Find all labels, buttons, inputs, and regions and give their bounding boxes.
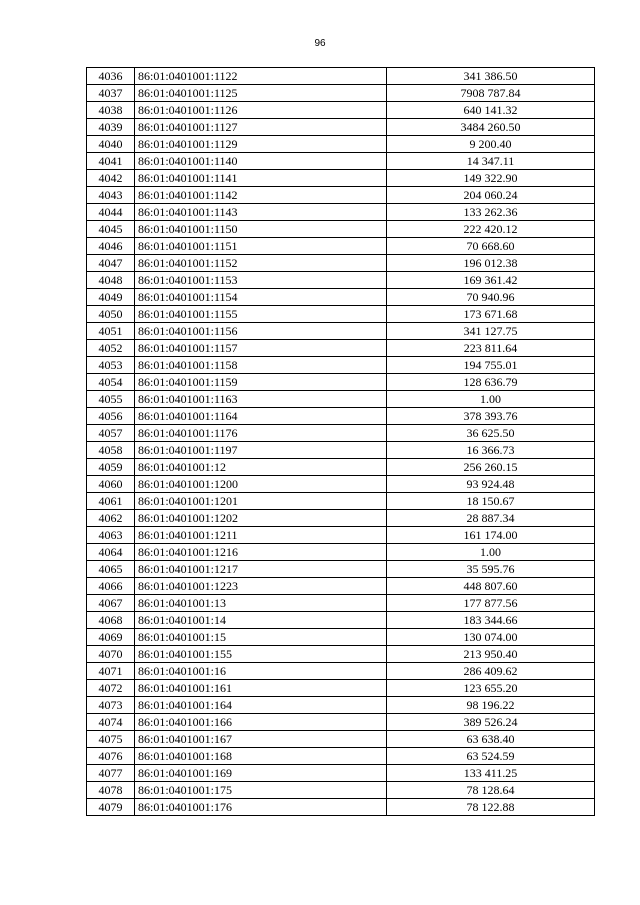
cadastral-value: 640 141.32: [387, 102, 595, 119]
cadastral-number: 86:01:0401001:1150: [135, 221, 387, 238]
table-row: [87, 374, 595, 391]
cadastral-value: 128 636.79: [387, 374, 595, 391]
cadastral-number: 86:01:0401001:1157: [135, 340, 387, 357]
cadastral-number: 86:01:0401001:1158: [135, 357, 387, 374]
table-row: [87, 680, 595, 697]
table-row: [87, 731, 595, 748]
cadastral-number: 86:01:0401001:1129: [135, 136, 387, 153]
table-row: [87, 340, 595, 357]
cadastral-number: 86:01:0401001:1216: [135, 544, 387, 561]
row-number: 4075: [87, 731, 135, 748]
table-row: [87, 323, 595, 340]
cadastral-value: 7908 787.84: [387, 85, 595, 102]
cadastral-value: 389 526.24: [387, 714, 595, 731]
cadastral-number: 86:01:0401001:1142: [135, 187, 387, 204]
row-number: 4067: [87, 595, 135, 612]
cadastral-value: 177 877.56: [387, 595, 595, 612]
cadastral-number: 86:01:0401001:1156: [135, 323, 387, 340]
table-row: [87, 306, 595, 323]
cadastral-value: 16 366.73: [387, 442, 595, 459]
cadastral-value: 286 409.62: [387, 663, 595, 680]
cadastral-number: 86:01:0401001:1159: [135, 374, 387, 391]
cadastral-number: 86:01:0401001:1125: [135, 85, 387, 102]
cadastral-value: 222 420.12: [387, 221, 595, 238]
cadastral-number: 86:01:0401001:1164: [135, 408, 387, 425]
table-row: [87, 221, 595, 238]
cadastral-number: 86:01:0401001:1197: [135, 442, 387, 459]
row-number: 4057: [87, 425, 135, 442]
row-number: 4036: [87, 68, 135, 85]
cadastral-value: 70 940.96: [387, 289, 595, 306]
cadastral-number: 86:01:0401001:12: [135, 459, 387, 476]
cadastral-value: 133 411.25: [387, 765, 595, 782]
cadastral-number: 86:01:0401001:14: [135, 612, 387, 629]
row-number: 4045: [87, 221, 135, 238]
cadastral-value: 204 060.24: [387, 187, 595, 204]
cadastral-number: 86:01:0401001:13: [135, 595, 387, 612]
row-number: 4054: [87, 374, 135, 391]
table-row: [87, 629, 595, 646]
row-number: 4063: [87, 527, 135, 544]
cadastral-value: 169 361.42: [387, 272, 595, 289]
cadastral-value: 223 811.64: [387, 340, 595, 357]
cadastral-number: 86:01:0401001:1153: [135, 272, 387, 289]
table-row: [87, 153, 595, 170]
cadastral-number: 86:01:0401001:1155: [135, 306, 387, 323]
cadastral-number: 86:01:0401001:1127: [135, 119, 387, 136]
row-number: 4069: [87, 629, 135, 646]
row-number: 4043: [87, 187, 135, 204]
cadastral-value: 18 150.67: [387, 493, 595, 510]
row-number: 4078: [87, 782, 135, 799]
cadastral-value: 341 386.50: [387, 68, 595, 85]
cadastral-number: 86:01:0401001:161: [135, 680, 387, 697]
table-row: [87, 612, 595, 629]
cadastral-number: 86:01:0401001:1143: [135, 204, 387, 221]
cadastral-value: 194 755.01: [387, 357, 595, 374]
table-row: [87, 510, 595, 527]
cadastral-number: 86:01:0401001:16: [135, 663, 387, 680]
table-row: [87, 119, 595, 136]
cadastral-number: 86:01:0401001:1140: [135, 153, 387, 170]
table-row: [87, 595, 595, 612]
row-number: 4071: [87, 663, 135, 680]
cadastral-value: 28 887.34: [387, 510, 595, 527]
table-row: [87, 799, 595, 816]
cadastral-number: 86:01:0401001:1151: [135, 238, 387, 255]
cadastral-value: 213 950.40: [387, 646, 595, 663]
cadastral-value: 63 638.40: [387, 731, 595, 748]
cadastral-value: 196 012.38: [387, 255, 595, 272]
cadastral-number: 86:01:0401001:164: [135, 697, 387, 714]
row-number: 4050: [87, 306, 135, 323]
row-number: 4079: [87, 799, 135, 816]
table-row: [87, 238, 595, 255]
cadastral-value: 3484 260.50: [387, 119, 595, 136]
cadastral-number: 86:01:0401001:1154: [135, 289, 387, 306]
cadastral-value: 173 671.68: [387, 306, 595, 323]
row-number: 4037: [87, 85, 135, 102]
cadastral-value: 133 262.36: [387, 204, 595, 221]
table-row: [87, 459, 595, 476]
row-number: 4053: [87, 357, 135, 374]
table-row: [87, 578, 595, 595]
cadastral-number: 86:01:0401001:1223: [135, 578, 387, 595]
cadastral-number: 86:01:0401001:168: [135, 748, 387, 765]
cadastral-number: 86:01:0401001:176: [135, 799, 387, 816]
row-number: 4055: [87, 391, 135, 408]
table-row: [87, 714, 595, 731]
cadastral-value: 9 200.40: [387, 136, 595, 153]
row-number: 4076: [87, 748, 135, 765]
row-number: 4061: [87, 493, 135, 510]
table-row: [87, 493, 595, 510]
table-row: [87, 170, 595, 187]
table-row: [87, 357, 595, 374]
row-number: 4066: [87, 578, 135, 595]
row-number: 4038: [87, 102, 135, 119]
row-number: 4062: [87, 510, 135, 527]
cadastral-number: 86:01:0401001:1141: [135, 170, 387, 187]
row-number: 4039: [87, 119, 135, 136]
row-number: 4070: [87, 646, 135, 663]
cadastral-number: 86:01:0401001:169: [135, 765, 387, 782]
cadastral-value: 70 668.60: [387, 238, 595, 255]
cadastral-value: 183 344.66: [387, 612, 595, 629]
row-number: 4056: [87, 408, 135, 425]
cadastral-number: 86:01:0401001:1152: [135, 255, 387, 272]
row-number: 4073: [87, 697, 135, 714]
table-row: [87, 408, 595, 425]
table-row: [87, 527, 595, 544]
table-row: [87, 442, 595, 459]
cadastral-number: 86:01:0401001:15: [135, 629, 387, 646]
cadastral-number: 86:01:0401001:175: [135, 782, 387, 799]
cadastral-value: 341 127.75: [387, 323, 595, 340]
cadastral-number: 86:01:0401001:1176: [135, 425, 387, 442]
table-row: [87, 748, 595, 765]
row-number: 4049: [87, 289, 135, 306]
table-row: [87, 204, 595, 221]
cadastral-value: 14 347.11: [387, 153, 595, 170]
cadastral-number: 86:01:0401001:1163: [135, 391, 387, 408]
table-row: [87, 425, 595, 442]
table-row: [87, 476, 595, 493]
row-number: 4077: [87, 765, 135, 782]
cadastral-value: 149 322.90: [387, 170, 595, 187]
table-row: [87, 697, 595, 714]
cadastral-number: 86:01:0401001:1126: [135, 102, 387, 119]
table-row: [87, 289, 595, 306]
table-row: [87, 782, 595, 799]
cadastral-number: 86:01:0401001:1202: [135, 510, 387, 527]
row-number: 4060: [87, 476, 135, 493]
table-row: [87, 663, 595, 680]
row-number: 4051: [87, 323, 135, 340]
cadastral-value: 256 260.15: [387, 459, 595, 476]
cadastral-value: 130 074.00: [387, 629, 595, 646]
cadastral-number: 86:01:0401001:1217: [135, 561, 387, 578]
row-number: 4058: [87, 442, 135, 459]
cadastral-number: 86:01:0401001:155: [135, 646, 387, 663]
row-number: 4065: [87, 561, 135, 578]
table-row: [87, 255, 595, 272]
cadastral-number: 86:01:0401001:1201: [135, 493, 387, 510]
row-number: 4044: [87, 204, 135, 221]
row-number: 4074: [87, 714, 135, 731]
cadastral-number: 86:01:0401001:1211: [135, 527, 387, 544]
cadastral-number: 86:01:0401001:167: [135, 731, 387, 748]
cadastral-number: 86:01:0401001:166: [135, 714, 387, 731]
table-row: [87, 102, 595, 119]
cadastral-number: 86:01:0401001:1122: [135, 68, 387, 85]
table-row: [87, 646, 595, 663]
table-row: [87, 187, 595, 204]
cadastral-value: 78 128.64: [387, 782, 595, 799]
row-number: 4059: [87, 459, 135, 476]
table-row: [87, 85, 595, 102]
table-body: [87, 68, 595, 816]
cadastral-value: 36 625.50: [387, 425, 595, 442]
row-number: 4072: [87, 680, 135, 697]
cadastral-value: 93 924.48: [387, 476, 595, 493]
cadastral-value-table: [86, 67, 595, 816]
table-row: [87, 68, 595, 85]
row-number: 4052: [87, 340, 135, 357]
table-row: [87, 561, 595, 578]
row-number: 4068: [87, 612, 135, 629]
table-row: [87, 391, 595, 408]
row-number: 4064: [87, 544, 135, 561]
cadastral-value: 98 196.22: [387, 697, 595, 714]
table-row: [87, 136, 595, 153]
row-number: 4046: [87, 238, 135, 255]
row-number: 4040: [87, 136, 135, 153]
cadastral-value: 35 595.76: [387, 561, 595, 578]
table-row: [87, 272, 595, 289]
cadastral-value: 1.00: [387, 391, 595, 408]
row-number: 4042: [87, 170, 135, 187]
table-row: [87, 544, 595, 561]
cadastral-number: 86:01:0401001:1200: [135, 476, 387, 493]
row-number: 4048: [87, 272, 135, 289]
row-number: 4041: [87, 153, 135, 170]
cadastral-value: 448 807.60: [387, 578, 595, 595]
cadastral-value: 63 524.59: [387, 748, 595, 765]
page-number: 96: [314, 38, 326, 49]
cadastral-value: 378 393.76: [387, 408, 595, 425]
cadastral-value: 78 122.88: [387, 799, 595, 816]
row-number: 4047: [87, 255, 135, 272]
table-row: [87, 765, 595, 782]
cadastral-value: 1.00: [387, 544, 595, 561]
cadastral-value: 123 655.20: [387, 680, 595, 697]
cadastral-value: 161 174.00: [387, 527, 595, 544]
